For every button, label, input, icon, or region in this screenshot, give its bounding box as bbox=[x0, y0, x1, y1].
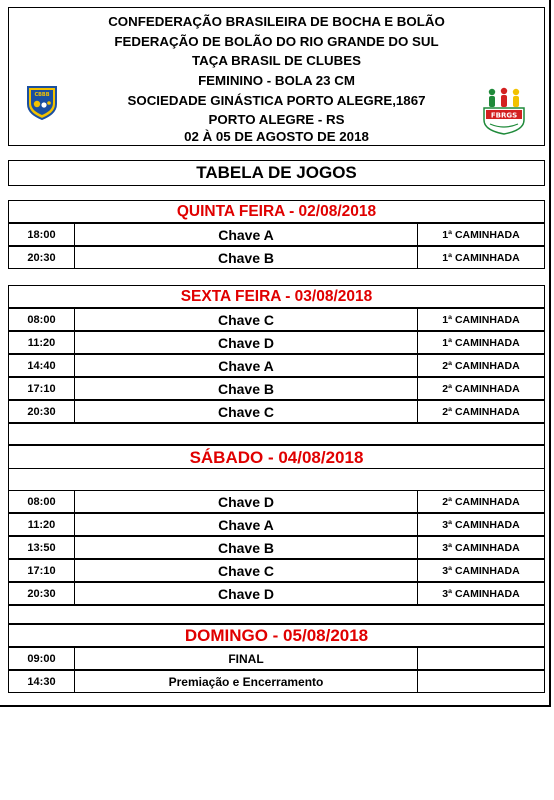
game-description: Chave A bbox=[75, 355, 418, 376]
day-label-domingo: DOMINGO - 05/08/2018 bbox=[8, 624, 545, 647]
game-round: 3ª CAMINHADA bbox=[442, 518, 520, 531]
table-row bbox=[8, 354, 545, 377]
game-description: Chave B bbox=[75, 537, 418, 558]
table-row bbox=[8, 536, 545, 559]
game-time: 08:00 bbox=[9, 491, 75, 512]
game-time: 20:30 bbox=[9, 401, 75, 422]
game-time: 14:30 bbox=[9, 671, 75, 692]
game-description: Chave A bbox=[75, 224, 418, 245]
game-round: 2ª CAMINHADA bbox=[442, 359, 520, 372]
game-time: 11:20 bbox=[9, 332, 75, 353]
table-row bbox=[8, 582, 545, 605]
header-line-5: SOCIEDADE GINÁSTICA PORTO ALEGRE,1867 bbox=[127, 93, 426, 108]
table-row bbox=[8, 377, 545, 400]
game-round: 1ª CAMINHADA bbox=[442, 251, 520, 264]
day-label-sexta: SEXTA FEIRA - 03/08/2018 bbox=[8, 285, 545, 308]
game-description: Chave D bbox=[75, 491, 418, 512]
header-line-6: PORTO ALEGRE - RS bbox=[208, 112, 345, 127]
game-time: 13:50 bbox=[9, 537, 75, 558]
table-row bbox=[8, 331, 545, 354]
header-line-2: FEDERAÇÃO DE BOLÃO DO RIO GRANDE DO SUL bbox=[114, 34, 439, 49]
table-row bbox=[8, 246, 545, 269]
empty-row bbox=[8, 469, 545, 490]
game-round: 1ª CAMINHADA bbox=[442, 228, 520, 241]
fbrgs-logo-icon bbox=[482, 86, 526, 136]
svg-text:FBRGS: FBRGS bbox=[490, 111, 518, 120]
empty-row bbox=[8, 605, 545, 624]
cbbb-logo-icon bbox=[24, 84, 60, 120]
game-round: 3ª CAMINHADA bbox=[442, 541, 520, 554]
game-round: 3ª CAMINHADA bbox=[442, 564, 520, 577]
table-row bbox=[8, 490, 545, 513]
header-line-3: TAÇA BRASIL DE CLUBES bbox=[192, 53, 361, 68]
svg-text:CBBB: CBBB bbox=[34, 92, 50, 98]
header-line-1: CONFEDERAÇÃO BRASILEIRA DE BOCHA E BOLÃO bbox=[108, 14, 445, 29]
game-time: 09:00 bbox=[9, 648, 75, 669]
empty-row bbox=[8, 423, 545, 445]
game-description: Chave A bbox=[75, 514, 418, 535]
header-box bbox=[8, 7, 545, 146]
game-description: Chave B bbox=[75, 378, 418, 399]
game-time: 14:40 bbox=[9, 355, 75, 376]
table-row bbox=[8, 308, 545, 331]
table-row bbox=[8, 513, 545, 536]
game-description: Chave C bbox=[75, 309, 418, 330]
game-description: Chave D bbox=[75, 583, 418, 604]
table-row bbox=[8, 400, 545, 423]
game-round: 3ª CAMINHADA bbox=[442, 587, 520, 600]
header-line-4: FEMININO - BOLA 23 CM bbox=[198, 73, 355, 88]
game-round: 2ª CAMINHADA bbox=[442, 405, 520, 418]
table-row bbox=[8, 559, 545, 582]
game-description: FINAL bbox=[75, 648, 418, 669]
game-round: 2ª CAMINHADA bbox=[442, 495, 520, 508]
game-time: 20:30 bbox=[9, 247, 75, 268]
table-row bbox=[8, 670, 545, 693]
game-description: Chave D bbox=[75, 332, 418, 353]
game-time: 18:00 bbox=[9, 224, 75, 245]
table-row bbox=[8, 223, 545, 246]
game-time: 08:00 bbox=[9, 309, 75, 330]
game-round: 2ª CAMINHADA bbox=[442, 382, 520, 395]
game-description: Chave C bbox=[75, 560, 418, 581]
day-label-quinta: QUINTA FEIRA - 02/08/2018 bbox=[8, 200, 545, 223]
day-label-sabado: SÁBADO - 04/08/2018 bbox=[8, 445, 545, 469]
game-time: 17:10 bbox=[9, 560, 75, 581]
game-description: Chave B bbox=[75, 247, 418, 268]
game-time: 17:10 bbox=[9, 378, 75, 399]
table-row bbox=[8, 647, 545, 670]
schedule-title: TABELA DE JOGOS bbox=[8, 160, 545, 186]
game-round: 1ª CAMINHADA bbox=[442, 313, 520, 326]
game-description: Premiação e Encerramento bbox=[75, 671, 418, 692]
game-time: 20:30 bbox=[9, 583, 75, 604]
game-round bbox=[418, 671, 544, 692]
header-line-7: 02 À 05 DE AGOSTO DE 2018 bbox=[184, 129, 369, 144]
game-description: Chave C bbox=[75, 401, 418, 422]
game-round: 1ª CAMINHADA bbox=[442, 336, 520, 349]
game-round bbox=[418, 648, 544, 669]
game-time: 11:20 bbox=[9, 514, 75, 535]
